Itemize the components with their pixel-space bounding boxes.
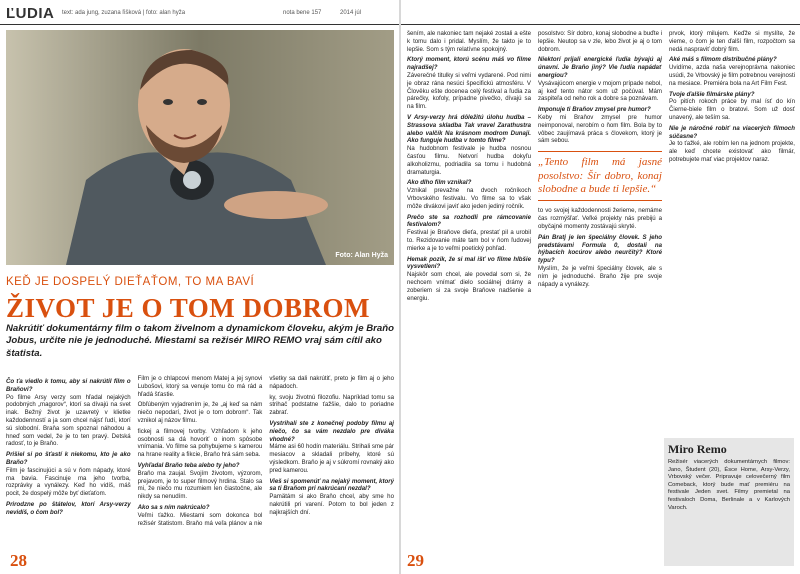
answer: Film je fascinujúci a sú v ňom nápady, ktoré ma bavia. Fascinuje ma jeho tvorba, rozprávky a vynálezy. Keď ho vidíš, máš pocit, že dospelý môže byť dieťaťom.: [6, 466, 131, 498]
bio-title: Miro Remo: [668, 442, 727, 456]
answer: Festival je Braňove dieťa, prestať pil a urobil to. Rezidovanie máte tam bol v ňom ľudovej mierke a je to veľmi poetický pohľad.: [407, 229, 531, 252]
portrait-illustration: [6, 30, 394, 265]
answer: Braňo ma zaujal. Svojím životom, výzorom, prejavom, je to super filmový hrdina. Stalo sa mi, že niečo mu rozumiem len čiastočne, ale nikdy sa nenudím.: [137, 469, 263, 501]
paragraph: [407, 179, 531, 210]
left-body-columns: [6, 375, 394, 551]
paragraph: [269, 394, 394, 417]
paragraph: [669, 56, 795, 87]
paragraph: [407, 56, 531, 111]
answer: Vznikal prevažne na dvoch ročníkoch Vrbovského festivalu. Vo filme sa to však môže divákovi javiť ako jeden jediný ročník.: [407, 187, 531, 210]
question: Vystrihali ste z konečnej podoby filmu aj niečo, čo sa vám nezdalo pre diváka vhodné?: [269, 419, 394, 443]
paragraph: [407, 114, 531, 176]
page-number-left: 28: [10, 551, 27, 570]
paragraph: [669, 125, 795, 164]
question: Pán Bratj je len špeciálny človek. S jeho predstávami Formula 0, dostali na hýbacích kocúrov alebo neurčitý? Ktoré typu?: [538, 233, 662, 265]
pull-quote: „Tento film má jasné posolstvo: Šír dobro, konaj slobodne a bude ti lepšie.“: [538, 151, 662, 201]
paragraph: [538, 30, 662, 53]
paragraph: [538, 207, 662, 230]
article-title: ŽIVOT JE O TOM DOBROM: [6, 293, 371, 323]
paragraph: [669, 30, 795, 53]
paragraph: [138, 401, 263, 424]
paragraph: [407, 256, 531, 303]
paragraph: [6, 451, 131, 498]
answer: Máme asi 60 hodín materiálu. Strihali sme pár mesiacov a skladali príbehy, ktoré sú výsledkom. Braňo je aj v súkromí rovnaký ako pred kamerou.: [269, 443, 394, 474]
article-credits: text: ada jung, zuzana ľišková | foto: alan hyža: [62, 10, 186, 16]
paragraph: [669, 91, 795, 122]
answer: Pamätám si ako Braňo chcel, aby sme ho nakrútili pri varení. Potom to bol jeden z najkrajších dní.: [269, 493, 394, 516]
column-3: [669, 30, 795, 430]
article-lead: Nakrútiť dokumentárny film o takom živelnom a dynamickom človeku, akým je Braňo Jobus, určite nie je jednoduché. Miestami sa režisér MIRO REMO vraj sám cítil ako štatista.: [6, 323, 394, 359]
question: Vyhľadal Braňo teba alebo ty jeho?: [137, 461, 240, 469]
page-number-right: 29: [407, 551, 424, 570]
question: Nie je náročné robiť na viacerých filmoch súčasne?: [669, 124, 795, 140]
answer: fickej a filmovej tvorby. Vzhľadom k jeho osobnosti sa dá hovoriť o inom spôsobe vnímania. Vo filme sa pohybujeme s kamerou na hrane reality a fikcie, Braňo hrá sám seba.: [137, 427, 263, 459]
answer: Obľúbeným vyjadrením je, že „aj keď sa nám niečo nepodarí, život je o tom dobrom“. Tak vznikol aj názov filmu.: [137, 401, 263, 424]
column-2: [538, 30, 662, 566]
column-1: [407, 30, 531, 566]
question: Prirodzne po štátelov, ktorí Arsy-verzy nevidíš, o čom bol?: [6, 500, 131, 516]
portrait-photo: [6, 30, 394, 265]
paragraph: [6, 378, 131, 448]
section-title: ĽUDIA: [6, 5, 55, 22]
answer: Film je o chlapcovi menom Matej a jej synovi Lubošovi, ktorý sa venuje tomu čo má rád a hľadá šťastie.: [137, 375, 263, 398]
magazine-name: nota bene 157: [283, 10, 322, 16]
answer: Po pitích rokoch práce by mal ísť do kín Čierne-biele film o bratovi. Som už dosť unavený, ale teším sa.: [669, 98, 795, 121]
answer: Na hudobnom festivale je hudba nosnou časťou filmu. Netvorí hudba dokyľu alkoholizmu, podriadila sa tomu i hudobná dramaturgia.: [407, 145, 531, 176]
article-kicker: KEĎ JE DOSPELÝ DIEŤAŤOM, TO MA BAVÍ: [6, 276, 255, 288]
paragraph: [138, 428, 263, 459]
answer: šením, ale nakoniec tam nejaké zostali a ešte k tomu dalo i pridal. Myslím, že takto je to lepšie. Som s tým relatívne spokojný.: [407, 30, 531, 53]
issue-date: 2014 júl: [340, 10, 362, 16]
paragraph: [407, 30, 531, 53]
paragraph: [538, 106, 662, 145]
answer: prvok, ktorý milujem. Keďže si myslíte, že vieme, o čom je ten ďalší film, rozpočtom sa nedá naspraviť dobrý film.: [669, 30, 795, 53]
question: Prišiel si po šťastí k niekomu, kto je ako Braňo?: [6, 451, 131, 466]
answer: Veľmi ťažko. Miestami som dokonca bol režisér štatistom. Braňo má veľa plánov a nie všetky sa dali nakrútiť, preto je film aj o jeho nápadoch.: [137, 375, 394, 527]
answer: Záverečné titulky si veľmi vydarené. Pod nimi je obraz rána nesúci špecifickú atmosféru. V Člověku ešte docenea celý festival a ľudia za párečky, kofoly, prípadne pivečko, dívajú sa na film.: [407, 71, 531, 111]
question: Hemak pozik, že si mal išť vo filme hlbšie vysvetlení?: [407, 255, 531, 271]
bio-text: Režisér viacerých dokumentárnych filmov: Jano, Študent (20), Ésce Home, Arsy-Verzy, Vrbovský večer. Pripravuje celovečerný film Comeback, ktorý bude mať premiéru na festivale Jeden svet. Filmy premietal na festivaloch Doma, Berlinale a v Karlových Varoch.: [668, 459, 790, 511]
right-page: [401, 0, 800, 574]
answer: Najskôr som chcel, ale povedal som si, že nechcem vnímať dielo sociálnej drámy a zoberiem si za svoje Braňove nadšenie a energiu.: [407, 271, 531, 302]
paragraph: [538, 56, 662, 103]
question: Vieš si spomenúť na nejaký moment, ktorý sa ti Braňom pri nakrúcaní nezdal?: [269, 477, 394, 493]
answer: to vo svojej každodennosti žerieme, nemáme čas rozmýšľať. Veľké projekty nás prebijú a obyčajné momenty zostávajú skryté.: [538, 207, 662, 230]
question: Ako sa s ním nakrúcalo?: [137, 503, 210, 511]
paragraph: [138, 462, 263, 501]
answer: Keby mi Braňov zmysel pre humor neimponoval, nerobím o ňom film. Bola by to vôbec zaujímavá práca s človekom, ktorý je sám sebou.: [538, 113, 662, 145]
paragraph: [407, 214, 531, 253]
left-page: [0, 0, 399, 574]
paragraph: [269, 420, 394, 475]
answer: Myslím, že je veľmi špeciálny človek, ale s ním je jednoduché. Braňo žije pre svoje nápady a vynálezy.: [538, 264, 662, 288]
question: Ktorý moment, ktorú scénu máš vo filme najradšej?: [407, 56, 531, 72]
page-header: [401, 0, 800, 25]
question: Tvoje ďalšie filmárske plány?: [669, 90, 755, 98]
paragraph: [538, 234, 662, 289]
paragraph: [269, 478, 394, 517]
answer: Vysávajúcom energie v mojom prípade nebol, aj keď tento nátor som už počúval. Mám zaspiteľa od neho rok a dobre sa poznávam.: [538, 79, 662, 103]
question: Ako dlho film vznikal?: [407, 179, 472, 187]
answer: posolstvo: Sír dobro, konaj slobodne a buďte i lepšie. Neutop sa v zle, lebo život je aj o tom dobrom.: [538, 30, 662, 53]
photo-credit: Foto: Alan Hyža: [335, 252, 388, 259]
question: Čo ťa viedlo k tomu, aby si nakrútil film o Braňovi?: [6, 378, 131, 393]
question: Imponuje ti Braňov zmysel pre humor?: [538, 106, 651, 114]
question: Niektorí prijali energické ľudia bývajú aj únavní. Je Braňo jiný? Vie ľudia napádať energiou?: [538, 56, 662, 79]
answer: Uvidíme, azda naša verejnoprávna nakoniec usúdi, že Vrbovský je film potrebnou verejnosti na mesiace. Premiéra bola na Art Film Fest.: [669, 64, 795, 87]
answer: Je to ťažké, ale robím len na jednom projekte, ale keď chcete existovať ako filmár, potrebujete mať viac projektov naraz.: [669, 140, 795, 163]
bio-box: [664, 438, 794, 566]
question: Prečo ste sa rozhodli pre rámcovanie festivalom?: [407, 213, 531, 229]
page-header: [0, 0, 399, 25]
question: Aké máš s filmom distribučné plány?: [669, 56, 777, 64]
answer: Po filme Arsy verzy som hľadal nejakých podobných „magorov“, ktorí sa dívajú na svet inak. Bežný život je uzavretý v klietke každodenností a ja som chcel nájsť ľudí, ktorí sú slobodní. Braňa som spoznal náhodou a hneď som vedel, že je to ten pravý. Detská radosť, to je Braňo.: [6, 393, 131, 448]
answer: ky, svoju životnú filozofiu. Napríklad tomu sa strihač podstatne ťažšie, dalo to poriadne zabrať.: [269, 393, 394, 417]
question: V Arsy-verzy hrá dôležitú úlohu hudba – Strassova skladba Tak vravel Zarathustra alebo valčík Na krásnom modrom Dunaji. Ako funguje hudba v tomto filme?: [407, 113, 531, 145]
